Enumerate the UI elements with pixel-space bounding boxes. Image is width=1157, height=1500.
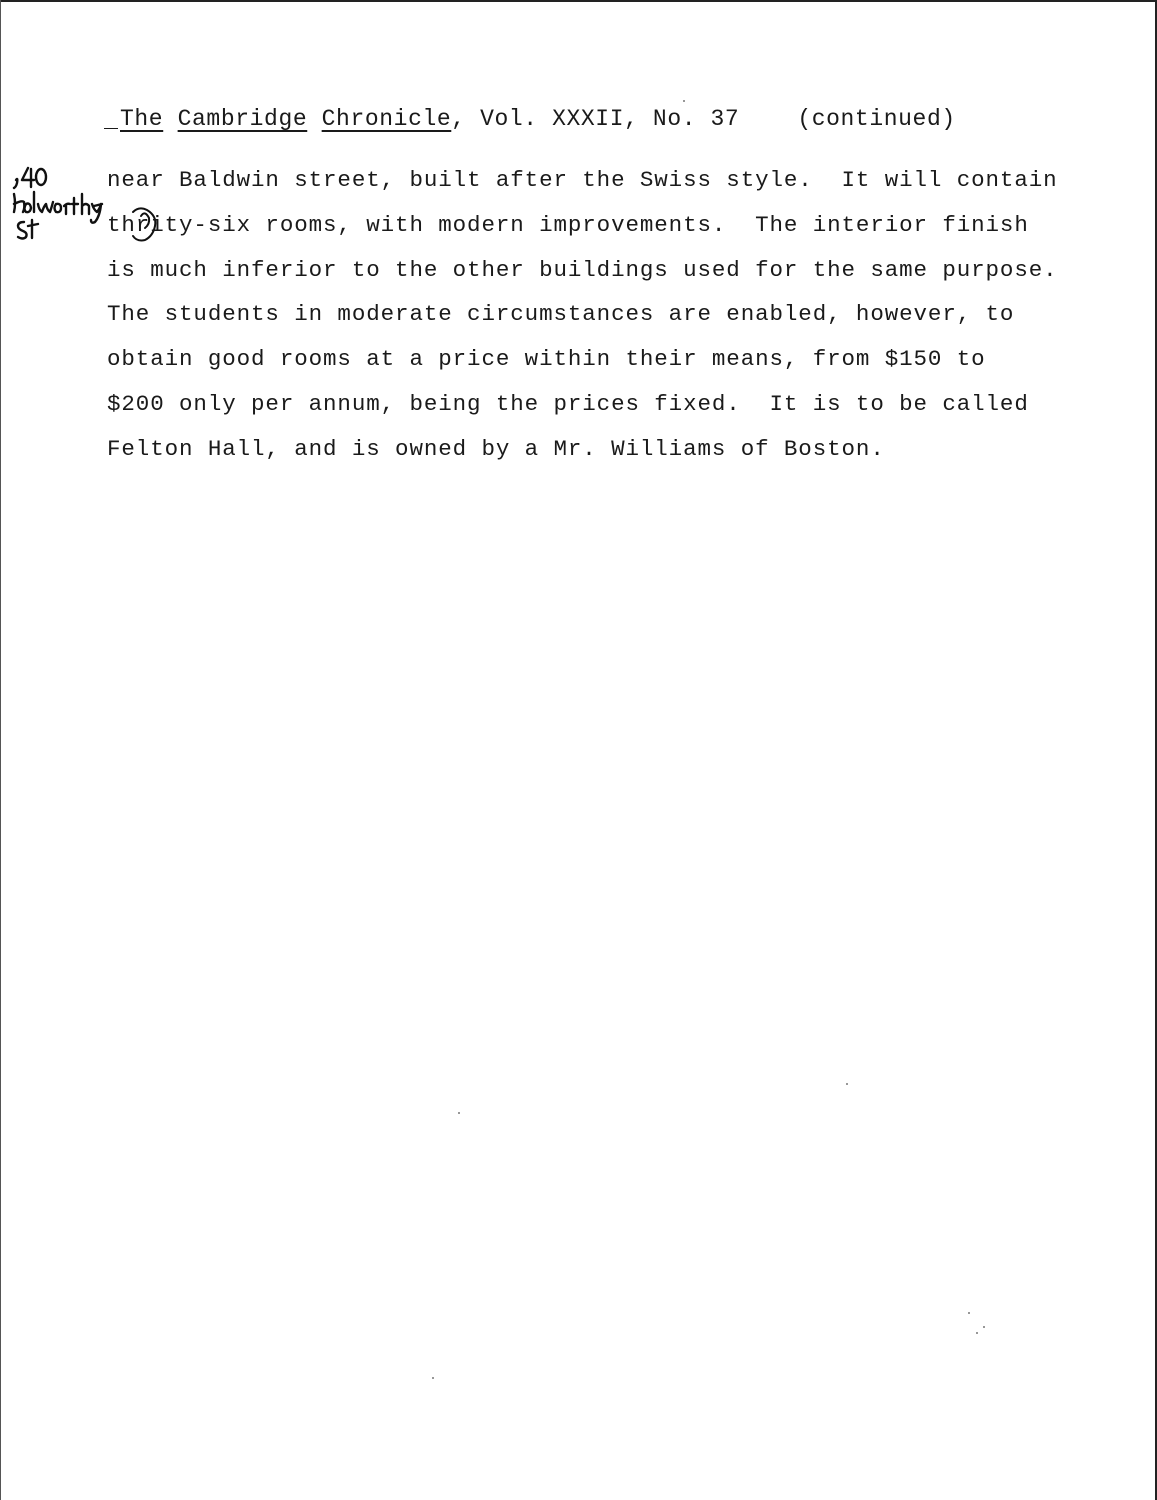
paper-speck <box>968 1312 970 1314</box>
paper-speck <box>983 1326 985 1328</box>
heading-title-the: The <box>120 106 164 132</box>
paper-speck <box>846 1083 848 1085</box>
heading-continued-label: (continued) <box>797 106 956 132</box>
paper-speck <box>683 100 685 102</box>
heading-lead-rule <box>104 128 118 130</box>
paper-speck <box>976 1332 978 1334</box>
paper-speck <box>432 1377 434 1379</box>
page-heading <box>104 106 956 132</box>
body-line: thrity-six rooms, with modern improvements. The interior finish <box>107 211 1029 238</box>
paper-speck <box>458 1112 460 1114</box>
body-line: obtain good rooms at a price within their means, from $150 to <box>107 346 986 373</box>
heading-citation: , Vol. XXXII, No. 37 <box>451 106 740 132</box>
body-line: $200 only per annum, being the prices fixed. It is to be called <box>107 390 1029 417</box>
article-body <box>107 163 1067 477</box>
body-line: Felton Hall, and is owned by a Mr. Williams of Boston. <box>107 435 885 462</box>
body-line: is much inferior to the other buildings used for the same purpose. <box>107 256 1058 283</box>
handwritten-margin-note <box>8 160 108 260</box>
page-edge-left <box>0 0 1 1500</box>
body-line: The students in moderate circumstances are enabled, however, to <box>107 301 1015 328</box>
heading-title-chronicle: Chronicle <box>321 106 452 132</box>
page-edge-top <box>0 0 1157 2</box>
body-line: near Baldwin street, built after the Swiss style. It will contain <box>107 167 1058 193</box>
heading-title-cambridge: Cambridge <box>177 106 308 132</box>
